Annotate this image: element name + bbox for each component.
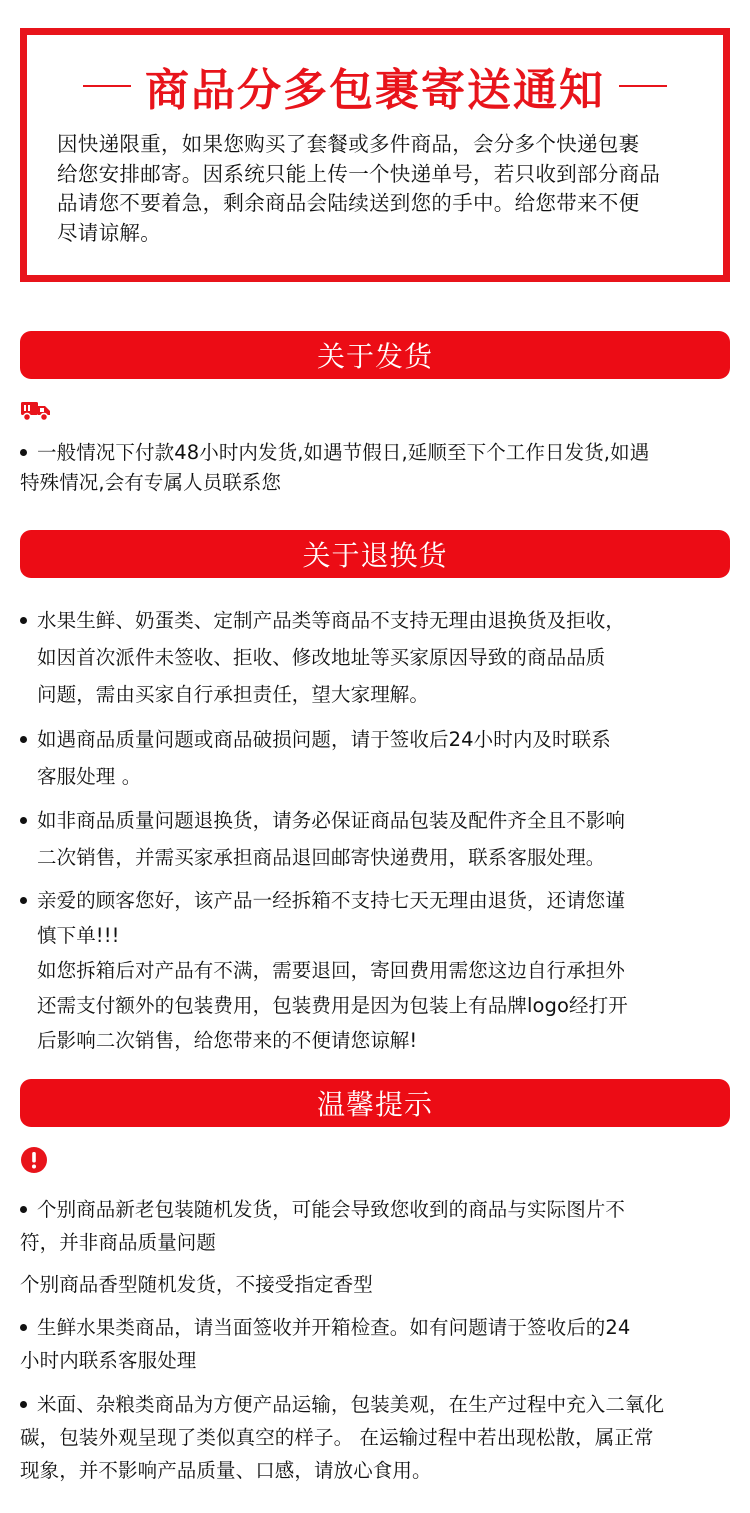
section-header-returns — [20, 530, 730, 578]
text-line — [20, 721, 732, 758]
text-line: 个别商品香型随机发货，不接受指定香型 — [20, 1273, 373, 1296]
returns-item-4 — [20, 883, 732, 1058]
text-line: 现象，并不影响产品质量、口感，请放心食用。 — [20, 1459, 432, 1482]
text-line: 碳，包装外观呈现了类似真空的样子。 在运输过程中若出现松散，属正常 — [20, 1426, 654, 1449]
bullet-icon — [20, 449, 27, 456]
bullet-icon — [20, 1324, 27, 1331]
notice-line: 因快递限重，如果您购买了套餐或多件商品，会分多个快递包裹 — [57, 132, 640, 156]
notice-line: 品请您不要着急，剩余商品会陆续送到您的手中。给您带来不便 — [57, 191, 640, 215]
text-line: 特殊情况,会有专属人员联系您 — [20, 471, 282, 494]
text-line: 客服处理 。 — [37, 765, 142, 788]
text-line — [20, 1193, 732, 1226]
text-line — [20, 438, 732, 468]
notice-title-row — [27, 55, 723, 117]
notice-line: 给您安排邮寄。因系统只能上传一个快递单号，若只收到部分商品 — [57, 161, 661, 186]
bullet-icon — [20, 897, 27, 904]
returns-item-2 — [20, 721, 732, 795]
text-line-content: 生鲜水果类商品，请当面签收并开箱检查。如有问题请于签收后的24 — [37, 1316, 631, 1339]
bullet-icon — [20, 1206, 27, 1213]
text-line-content: 水果生鲜、奶蛋类、定制产品类等商品不支持无理由退换货及拒收， — [37, 609, 626, 632]
text-line-content: 如非商品质量问题退换货，请务必保证商品包装及配件齐全且不影响 — [37, 809, 626, 832]
section-header-shipping — [20, 331, 730, 379]
exclamation-icon — [20, 1146, 48, 1178]
bullet-icon — [20, 1401, 27, 1408]
text-line — [20, 802, 732, 839]
text-line: 小时内联系客服处理 — [20, 1349, 197, 1372]
text-line — [20, 883, 732, 918]
text-line-content: 如遇商品质量问题或商品破损问题，请于签收后24小时内及时联系 — [37, 728, 611, 751]
shipping-item — [20, 438, 732, 498]
title-divider-left — [83, 85, 131, 87]
tips-item-4 — [20, 1388, 732, 1487]
text-line: 还需支付额外的包装费用，包装费用是因为包装上有品牌logo经打开 — [37, 994, 628, 1017]
section-title-tips: 温馨提示 — [316, 1088, 433, 1121]
notice-body — [57, 130, 707, 248]
section-title-shipping: 关于发货 — [316, 340, 433, 373]
notice-box — [20, 28, 730, 282]
text-line: 慎下单!!! — [37, 924, 120, 947]
tips-item-3 — [20, 1311, 732, 1377]
tips-item-1 — [20, 1193, 732, 1259]
text-line: 后影响二次销售，给您带来的不便请您谅解! — [37, 1029, 418, 1052]
text-line-content: 一般情况下付款48小时内发货,如遇节假日,延顺至下个工作日发货,如遇 — [37, 441, 650, 464]
bullet-icon — [20, 736, 27, 743]
text-line: 符，并非商品质量问题 — [20, 1231, 217, 1254]
notice-line: 尽请谅解。 — [57, 220, 161, 245]
returns-item-3 — [20, 802, 732, 876]
section-title-returns: 关于退换货 — [302, 539, 448, 572]
text-line — [20, 1388, 732, 1421]
truck-icon — [20, 399, 52, 427]
section-header-tips — [20, 1079, 730, 1127]
text-line: 问题，需由买家自行承担责任，望大家理解。 — [37, 683, 430, 706]
tips-item-2 — [20, 1268, 732, 1301]
text-line — [20, 1311, 732, 1344]
bullet-icon — [20, 817, 27, 824]
text-line: 二次销售，并需买家承担商品退回邮寄快递费用，联系客服处理。 — [37, 846, 606, 869]
text-line-content: 个别商品新老包装随机发货，可能会导致您收到的商品与实际图片不 — [37, 1198, 626, 1221]
bullet-icon — [20, 617, 27, 624]
title-divider-right — [619, 85, 667, 87]
text-line — [20, 602, 732, 639]
text-line-content: 米面、杂粮类商品为方便产品运输，包装美观，在生产过程中充入二氧化 — [37, 1393, 665, 1416]
notice-title: 商品分多包裹寄送通知 — [145, 65, 605, 116]
returns-item-1 — [20, 602, 732, 713]
text-line-content: 亲爱的顾客您好，该产品一经拆箱不支持七天无理由退货，还请您谨 — [37, 889, 626, 912]
text-line: 如因首次派件未签收、拒收、修改地址等买家原因导致的商品品质 — [37, 646, 606, 669]
text-line: 如您拆箱后对产品有不满，需要退回，寄回费用需您这边自行承担外 — [37, 959, 626, 982]
